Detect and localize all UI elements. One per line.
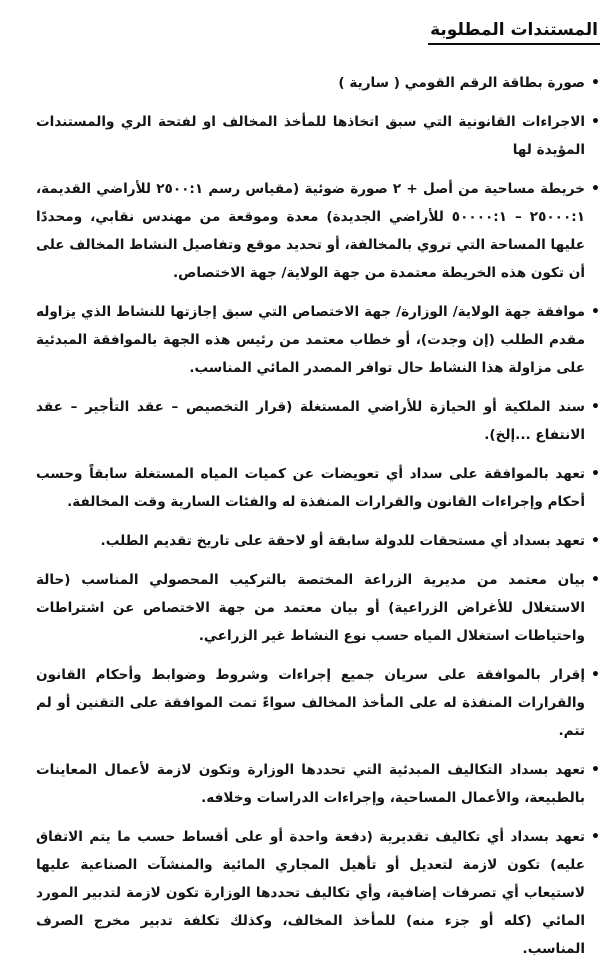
bullet-icon: •	[591, 829, 600, 845]
list-item-text: تعهد بسداد أي تكاليف تقديرية (دفعة واحدة أو على أقساط حسب ما يتم الاتفاق عليه) تكون لازمة لتعديل أو تأهيل المجاري المائية والمنشآت الصناعية عليها لاستيعاب أي تصرفات إضافية، وأي تكاليف تحددها الوزارة تكون لازمة لتدبير المورد المائي (كله أو جزء منه) للمأخذ المخالف، وكذلك تكلفة تدبير مخرج الصرف المناسب.	[36, 829, 585, 957]
list-item	[36, 527, 600, 555]
bullet-icon: •	[591, 466, 600, 482]
list-item-text: صورة بطاقة الرقم القومي ( سارية )	[338, 75, 585, 91]
list-item	[36, 460, 600, 516]
list-item	[36, 393, 600, 449]
bullet-icon: •	[591, 304, 600, 320]
list-item	[36, 69, 600, 97]
list-item-text: خريطة مساحية من أصل + ٢ صورة ضوئية (مقياس رسم ٢٥٠٠:١ للأراضي القديمة، ٢٥٠٠٠:١ – ٥٠٠٠٠:١ للأراضي الجديدة) معدة وموقعة من مهندس نقابي، ومحددًا عليها المساحة التي تروي بالمخالفة، أو تحديد موقع وتفاصيل النشاط المخالف على أن تكون هذه الخريطة معتمدة من جهة الولاية/ جهة الاختصاص.	[36, 181, 586, 281]
bullet-icon: •	[591, 667, 600, 683]
list-item	[36, 756, 600, 812]
bullet-icon: •	[591, 533, 600, 549]
list-item-text: موافقة جهة الولاية/ الوزارة/ جهة الاختصاص التي سبق إجازتها للنشاط الذي يزاوله مقدم الطلب (إن وجدت)، أو خطاب معتمد من رئيس هذه الجهة بالموافقة المبدئية على مزاولة هذا النشاط حال توافر المصدر المائي المناسب.	[36, 304, 585, 376]
list-item-text: تعهد بالموافقة على سداد أي تعويضات عن كميات المياه المستغلة سابقاً وحسب أحكام وإجراءات القانون والقرارات المنفذة له والفئات السارية وقت المخالفة.	[36, 466, 585, 510]
list-item	[36, 175, 600, 287]
list-item	[36, 661, 600, 745]
bullet-icon: •	[591, 181, 600, 197]
list-item-text: إقرار بالموافقة على سريان جميع إجراءات وشروط وضوابط وأحكام القانون والقرارات المنفذة له على المأخذ المخالف سواءً تمت الموافقة على التقنين أو لم تتم.	[36, 667, 585, 739]
bullet-icon: •	[591, 762, 600, 778]
page-title: المستندات المطلوبة	[428, 20, 600, 45]
list-item-text: الاجراءات القانونية التي سبق اتخاذها للمأخذ المخالف او لفتحة الري والمستندات المؤيدة لها	[36, 114, 585, 158]
bullet-icon: •	[591, 114, 600, 130]
bullet-icon: •	[591, 572, 600, 588]
required-documents-list	[30, 69, 602, 963]
list-item-text: سند الملكية أو الحيازة للأراضي المستغلة (قرار التخصيص – عقد التأجير – عقد الانتفاع ...إلخ).	[36, 399, 585, 443]
list-item	[36, 566, 600, 650]
list-item	[36, 823, 600, 963]
list-item	[36, 108, 600, 164]
bullet-icon: •	[591, 399, 600, 415]
list-item	[36, 298, 600, 382]
list-item-text: تعهد بسداد أي مستحقات للدولة سابقة أو لاحقة على تاريخ تقديم الطلب.	[100, 533, 585, 549]
list-item-text: تعهد بسداد التكاليف المبدئية التي تحددها الوزارة وتكون لازمة لأعمال المعاينات بالطبيعة، والأعمال المساحية، وإجراءات الدراسات وخلافه.	[36, 762, 585, 806]
bullet-icon: •	[591, 75, 600, 91]
list-item-text: بيان معتمد من مديرية الزراعة المختصة بالتركيب المحصولي المناسب (حالة الاستغلال للأغراض الزراعية) أو بيان معتمد من جهة الاختصاص عن اشتراطات واحتياطات استغلال المياه حسب نوع النشاط غير الزراعي.	[36, 572, 585, 644]
